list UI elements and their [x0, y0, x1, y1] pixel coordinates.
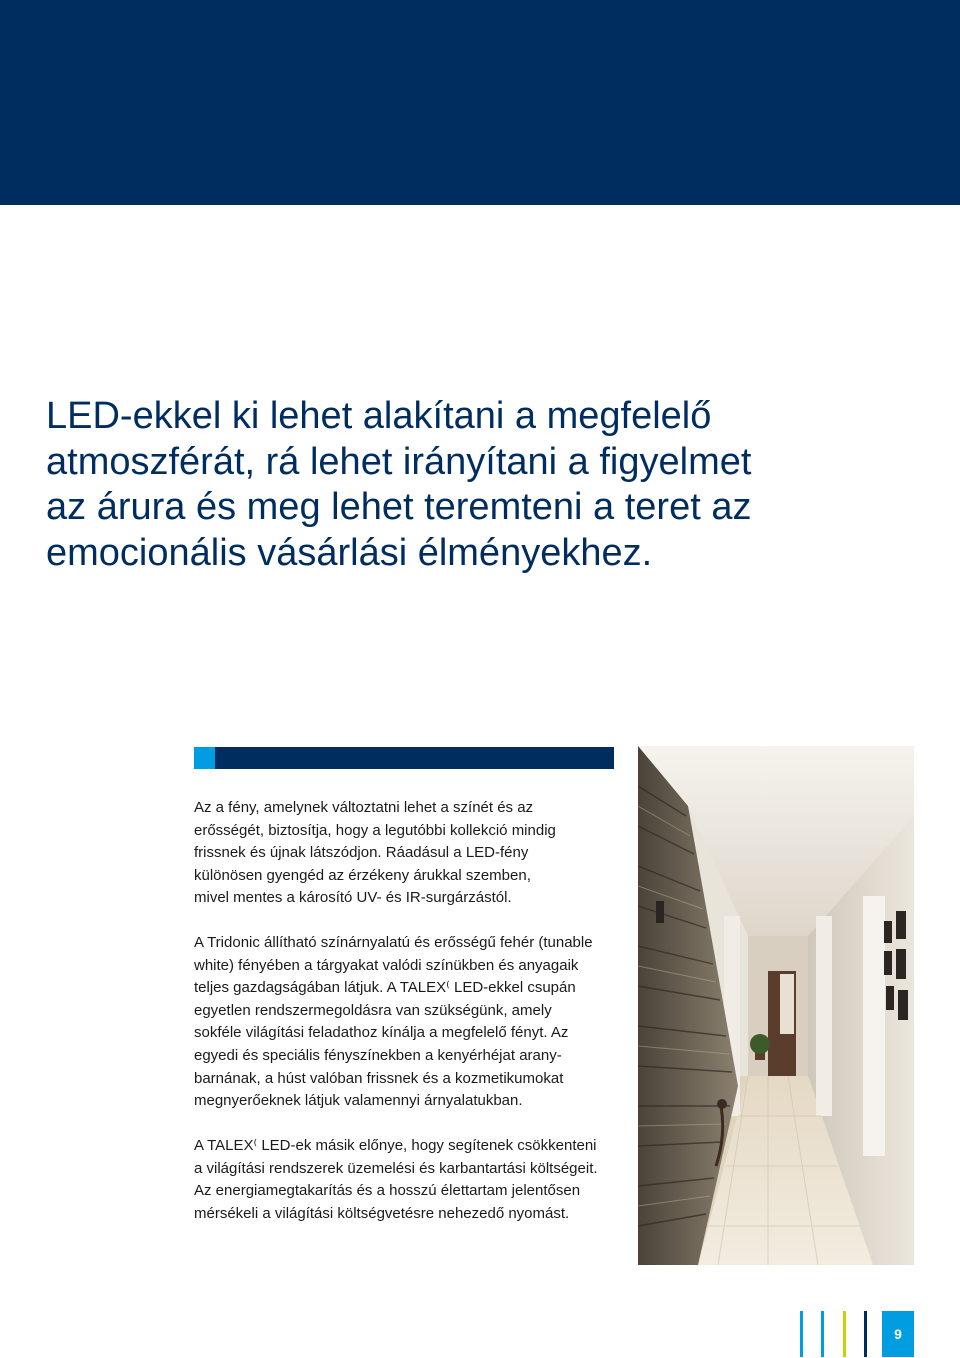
paragraph-line: mivel mentes a károsító UV- és IR-surgárzástól. — [194, 889, 512, 907]
marker-bar-navy — [864, 1311, 867, 1357]
paragraph-line: Az energiamegtakarítás és a hosszú élettartam jelentősen — [194, 1182, 581, 1200]
column — [863, 896, 885, 1156]
section-bar-accent — [194, 747, 215, 769]
paragraph-line: frissnek és újnak látszódjon. Ráadásul a LED-fény — [194, 844, 529, 862]
body-paragraph-3 — [194, 1135, 634, 1225]
wall-sconce — [656, 901, 664, 923]
headline-line: LED-ekkel ki lehet alakítani a megfelelő — [46, 395, 712, 437]
headline-line: atmoszférát, rá lehet irányítani a figyelmet — [46, 440, 752, 483]
marker-bar-blue — [821, 1311, 824, 1357]
picture-frame — [898, 990, 908, 1020]
headline — [46, 394, 846, 576]
paragraph-line: mérsékeli a világítási költségvetésre nehezedő nyomást. — [194, 1204, 570, 1222]
picture-frame — [886, 986, 894, 1010]
picture-frame — [884, 951, 892, 975]
section-bar — [215, 747, 614, 769]
paragraph-line: teljes gazdagságában látjuk. A TALEX⁽ LED-ekkel csupán — [194, 979, 576, 997]
picture-frame — [896, 911, 906, 939]
paragraph-line: Az a fény, amelynek változtatni lehet a színét és az — [194, 799, 534, 816]
paragraph-line: sokféle világítási feladathoz kínálja a megfelelő fényt. Az — [194, 1024, 569, 1042]
plant — [750, 1034, 770, 1054]
column — [816, 916, 832, 1116]
body-paragraph-1 — [194, 797, 634, 910]
marker-bar-blue — [800, 1311, 803, 1357]
picture-frame — [896, 949, 906, 979]
paragraph-line: barnának, a húst valóban frissnek és a kozmetikumokat — [194, 1069, 564, 1087]
picture-frame — [884, 921, 892, 943]
paragraph-line: megnyerőeknek látjuk valamennyi árnyalatukban. — [194, 1092, 523, 1110]
paragraph-line: különösen gyengéd az érzékeny árukkal szemben, — [194, 866, 531, 884]
headline-line: emocionális vásárlási élményekhez. — [46, 531, 653, 574]
paragraph-line: A TALEX⁽ LED-ek másik előnye, hogy segítenek csökkenteni — [194, 1137, 597, 1154]
paragraph-line: egyetlen rendszermegoldásra van szükségünk, amely — [194, 1001, 552, 1019]
paragraph-line: erősségét, biztosítja, hogy a legutóbbi kollekció mindig — [194, 821, 556, 839]
headline-line: az árura és meg lehet teremteni a teret az — [46, 486, 752, 528]
paragraph-line: A Tridonic állítható színárnyalatú és erősségű fehér (tunable — [194, 934, 593, 951]
body-paragraph-2 — [194, 932, 634, 1113]
far-window — [780, 974, 794, 1034]
paragraph-line: white) fényében a tárgyakat valódi színükben és anyagaik — [194, 956, 579, 974]
marker-bar-lime — [843, 1311, 846, 1357]
paragraph-line: egyedi és speciális fényszínekben a kenyérhéjat arany- — [194, 1046, 562, 1064]
header-band — [0, 0, 960, 205]
floor-sculpture-top — [717, 1099, 727, 1109]
hallway-photo — [638, 746, 914, 1265]
paragraph-line: a világítási rendszerek üzemelési és karbantartási költségeit. — [194, 1159, 598, 1177]
page-number: 9 — [882, 1311, 914, 1357]
